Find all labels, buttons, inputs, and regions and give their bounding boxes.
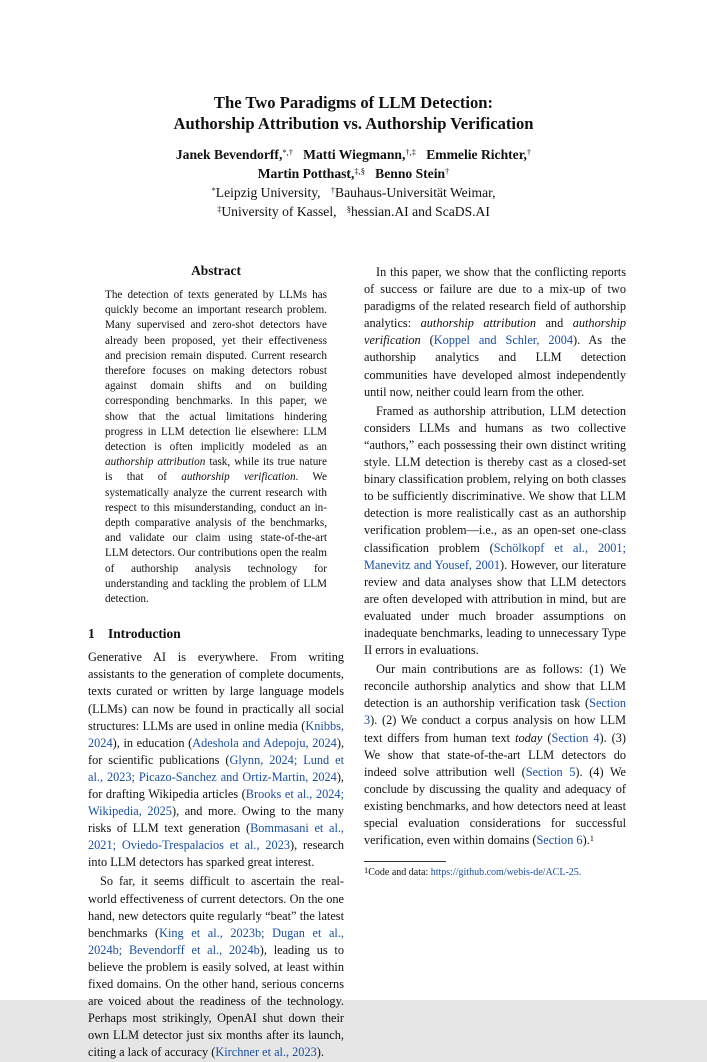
emphasis: authorship verification xyxy=(364,316,627,348)
section-heading xyxy=(88,625,344,643)
footnote xyxy=(364,866,626,879)
section-title: Introduction xyxy=(108,626,181,642)
affiliation-name: Bauhaus-Universität Weimar, xyxy=(335,185,496,200)
citation-link[interactable]: King et al., 2023b; Dugan et al., 2024b; Bevendorff et al., 2024b xyxy=(88,925,344,957)
text-run: . We systematically analyze the current research with respect to this misunderstanding, conduct an in-depth comparative analysis of the benchmarks, and validate our claim using state-of-the-art LLM detectors. Our contributions open the realm of authorship analysis technology for understanding and tackling the problem of LLM detection. xyxy=(105,471,327,606)
author-name: Emmelie Richter, xyxy=(426,147,527,162)
citation-link[interactable]: Schölkopf et al., 2001; Manevitz and Yousef, 2001 xyxy=(364,540,626,572)
affiliation-name: hessian.AI and ScaDS.AI xyxy=(350,204,490,219)
text-run: Framed as authorship attribution, LLM detection considers LLMs and humans as two collective “authors,” each possessing their own distinct writing style. LLM detection is thereby cast as a closed-set binary classification problem, relying on both classes to be sufficiently discriminative. We show that LLM detection is more realistically cast as an authorship verification problem—i.e., as an open-set one-class classification problem ( xyxy=(364,403,626,555)
text-run: ). (4) We conclude by discussing the quality and adequacy of existing benchmarks, and how detectors need at least special evaluation considerations for successful verification, even within domains ( xyxy=(364,764,627,848)
text-run: In this paper, we show that the conflicting reports of success or failure are due to a mix-up of two paradigms of the related research field of authorship analytics: xyxy=(364,265,626,331)
citation-link[interactable]: Adeshola and Adepoju, 2024 xyxy=(192,735,337,750)
section-link[interactable]: Section 3 xyxy=(364,696,626,728)
text-run: task, while its true nature is that of xyxy=(105,456,327,484)
text-run: ). xyxy=(582,833,590,848)
right-column xyxy=(364,262,626,879)
intro-paragraph-4 xyxy=(364,403,626,659)
author-name: Benno Stein xyxy=(375,166,446,181)
text-run: ). As the authorship analytics and LLM detection communities have developed almost independently until now, neither could learn from the other. xyxy=(364,333,627,399)
author-list xyxy=(0,145,707,221)
citation-link[interactable]: Glynn, 2024; Lund et al., 2023; Picazo-Sanchez and Ortiz-Martin, 2024 xyxy=(88,752,344,784)
emphasis: today xyxy=(515,730,543,745)
text-run: ( xyxy=(420,333,434,348)
text-run: Our main contributions are as follows: (1) We reconcile authorship analytics and show that LLM detection is an authorship verification task ( xyxy=(364,662,626,711)
text-run: The detection of texts generated by LLMs has quickly become an important research problem. Many supervised and zero-shot detectors have already been proposed, yet their effectiveness and precision remain disputed. Current research therefore focuses on making detectors robust against domain shifts and on building corresponding benchmarks. In this paper, we show that the actual limitations hindering progress in LLM detection lie elsewhere: LLM detection is often implicitly modeled as an xyxy=(105,289,327,454)
intro-paragraph-2 xyxy=(88,873,344,1061)
author-mark: *,† xyxy=(282,147,293,157)
footnote-text: Code and data: xyxy=(368,867,431,879)
affiliation-mark: ‡ xyxy=(217,204,222,214)
emphasis: authorship verification xyxy=(181,471,296,484)
author-name: Martin Potthast, xyxy=(257,166,355,181)
author-mark: † xyxy=(445,166,450,176)
text-run: Generative AI is everywhere. From writing assistants to the generation of complete documents, texts curated or written by large language models (LLMs) can now be found in practically all social structures: LLMs are used in online media ( xyxy=(88,650,344,733)
affiliation-name: University of Kassel, xyxy=(221,204,337,219)
citation-link[interactable]: Brooks et al., 2024; Wikipedia, 2025 xyxy=(88,787,344,819)
citation-link[interactable]: Knibbs, 2024 xyxy=(88,718,344,750)
footnote-rule xyxy=(364,861,446,862)
repository-link[interactable]: https://github.com/webis-de/ACL-25. xyxy=(430,867,582,879)
paper-title xyxy=(0,92,707,134)
text-run: ), in education ( xyxy=(112,735,193,750)
title-line-1: The Two Paradigms of LLM Detection: xyxy=(213,93,494,112)
citation-link[interactable]: Kirchner et al., 2023 xyxy=(215,1045,317,1060)
text-run: and xyxy=(536,316,573,331)
text-run: ). (2) We conduct a corpus analysis on how LLM text differs from human text xyxy=(364,713,626,745)
left-column xyxy=(88,262,344,1062)
text-run: ). xyxy=(316,1045,324,1060)
intro-paragraph-5 xyxy=(364,661,626,849)
emphasis: authorship attribution xyxy=(105,456,206,469)
text-run: ), and more. Owing to the many risks of LLM text generation ( xyxy=(88,804,345,836)
footnote-marker[interactable]: 1 xyxy=(589,833,594,844)
section-link[interactable]: Section 5 xyxy=(525,764,576,779)
text-run: ). (3) We show that state-of-the-art LLM detectors do indeed solve attribution well ( xyxy=(364,730,627,779)
affiliation-mark: † xyxy=(330,185,336,195)
abstract-heading: Abstract xyxy=(191,263,241,278)
text-run: ), for drafting Wikipedia articles ( xyxy=(88,769,344,802)
section-number: 1 xyxy=(88,626,95,642)
author-mark: † xyxy=(526,147,532,157)
affiliation-mark: * xyxy=(211,185,216,195)
text-run: ( xyxy=(542,730,552,745)
text-run: So far, it seems difficult to ascertain the real-world effectiveness of current detectors. On the one hand, new detectors quite regularly “beat” the latest benchmarks ( xyxy=(88,874,344,940)
author-name: Matti Wiegmann, xyxy=(303,147,406,162)
text-run: ). However, our literature review and data analyses show that LLM detectors are often developed with attribution in mind, but are evaluated under much broader assumptions on inadequate benchmarks, leading to unnecessary Type II errors in evaluations. xyxy=(364,557,626,658)
footnote-mark: 1 xyxy=(364,865,369,876)
affiliations xyxy=(0,183,707,221)
affiliation-mark: § xyxy=(346,204,351,214)
intro-paragraph-1 xyxy=(88,649,344,871)
citation-link[interactable]: Bommasani et al., 2021; Oviedo-Trespalacios et al., 2023 xyxy=(88,821,345,853)
text-run: ), for scientific publications ( xyxy=(88,735,345,767)
affiliation-name: Leipzig University, xyxy=(215,185,321,200)
section-link[interactable]: Section 6 xyxy=(536,833,583,848)
title-line-2: Authorship Attribution vs. Authorship Verification xyxy=(173,114,534,133)
abstract-text xyxy=(105,288,327,607)
text-run: ), research into LLM detectors has sparked great interest. xyxy=(88,838,344,870)
emphasis: authorship attribution xyxy=(420,316,536,331)
author-name: Janek Bevendorff, xyxy=(175,147,283,162)
author-mark: †,‡ xyxy=(405,147,417,157)
text-run: ), leading us to believe the problem is easily solved, at least within fixed domains. On the other hand, serious concerns are voiced about the readiness of the technology. Perhaps most strikingly, OpenAI shut down their own LLM detector just six months after its launch, citing a lack of accuracy ( xyxy=(88,942,344,1060)
intro-paragraph-3 xyxy=(364,264,626,401)
citation-link[interactable]: Koppel and Schler, 2004 xyxy=(433,333,573,348)
section-link[interactable]: Section 4 xyxy=(551,730,600,745)
author-mark: ‡,§ xyxy=(354,166,365,176)
title-block xyxy=(0,92,707,221)
